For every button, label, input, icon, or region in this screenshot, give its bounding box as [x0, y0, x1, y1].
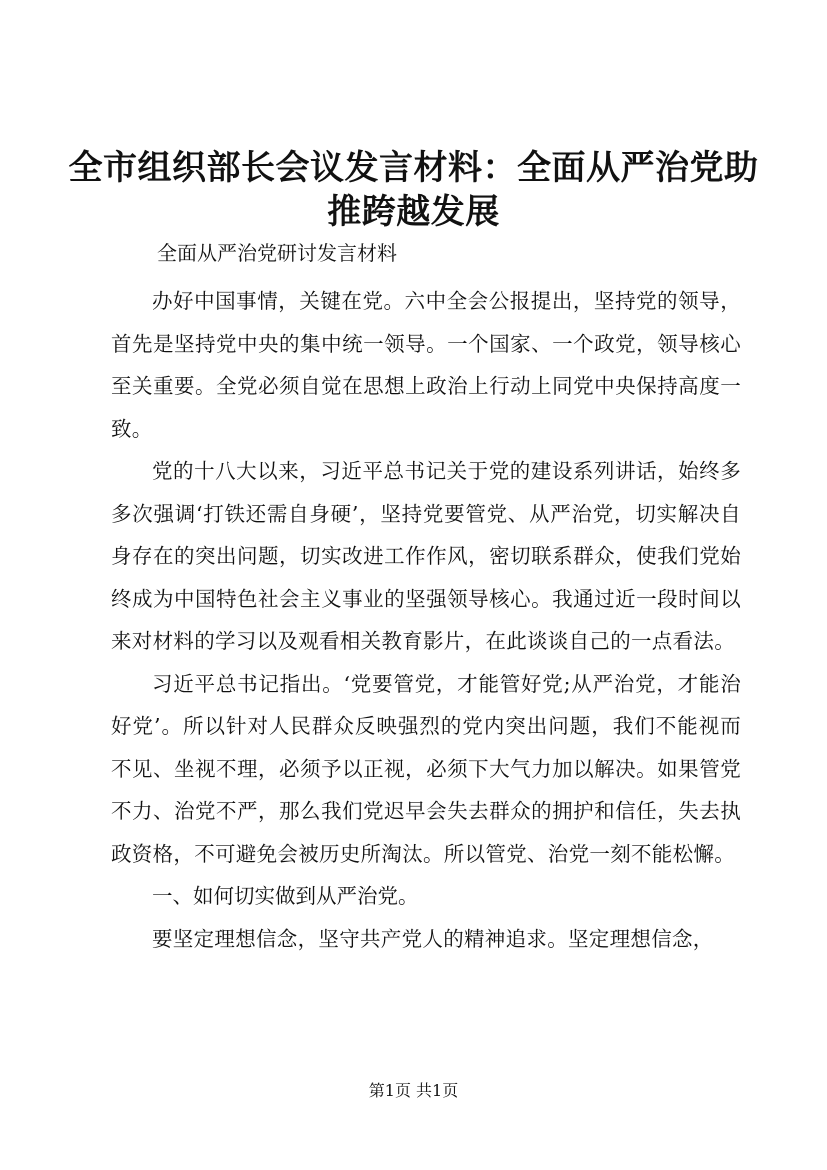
body-paragraph: 习近平总书记指出。‘党要管党，才能管好党;从严治党，才能治好党’。所以针对人民群众反映强烈的党内突出问题，我们不能视而不见、坐视不理，必须予以正视，必须下大气力加以解决。如果管党不力、治党不严，那么我们党迟早会失去群众的拥护和信任，失去执政资格，不可避免会被历史所淘汰。所以管党、治党一刻不能松懈。	[111, 671, 741, 866]
document-title: 全市组织部长会议发言材料：全面从严治党助推跨越发展	[68, 148, 759, 232]
page-number-footer: 第1页 共1页	[368, 1081, 459, 1100]
body-paragraph: 办好中国事情，关键在党。六中全会公报提出，坚持党的领导，首先是坚持党中央的集中统一领导。一个国家、一个政党，领导核心至关重要。全党必须自觉在思想上政治上行动上同党中央保持高度一致。	[111, 289, 741, 441]
section-heading: 一、如何切实做到从严治党。	[152, 884, 419, 908]
body-paragraph: 要坚定理想信念，坚守共产党人的精神追求。坚定理想信念，	[152, 926, 714, 951]
document-body	[111, 280, 741, 960]
body-paragraph: 党的十八大以来，习近平总书记关于党的建设系列讲话，始终多多次强调‘打铁还需自身硬’，坚持党要管党、从严治党，切实解决自身存在的突出问题，切实改进工作作风，密切联系群众，使我们党始终成为中国特色社会主义事业的坚强领导核心。我通过近一段时间以来对材料的学习以及观看相关教育影片，在此谈谈自己的一点看法。	[111, 459, 741, 653]
document-subtitle: 全面从严治党研讨发言材料	[157, 241, 397, 265]
